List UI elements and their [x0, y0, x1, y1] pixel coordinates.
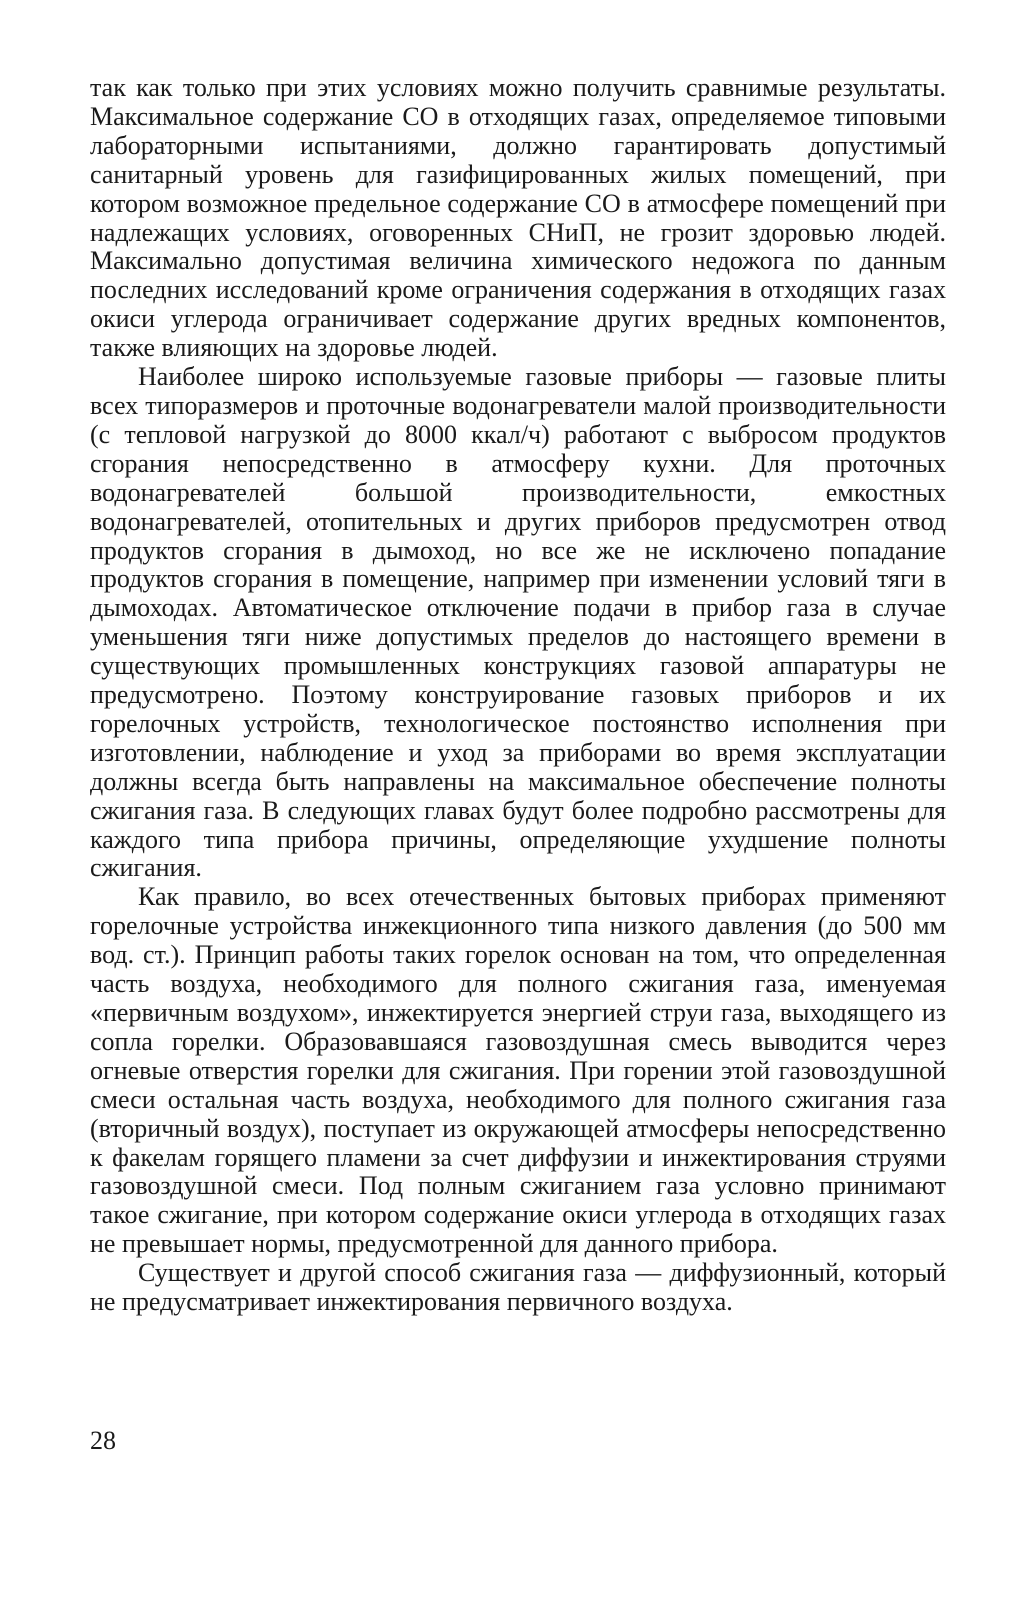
page-number: 28: [90, 1426, 116, 1455]
paragraph-4: Существует и другой способ сжигания газа — диффузионный, который не предусматривает инжектирования первичного воздуха.: [90, 1258, 946, 1317]
page-body: [90, 74, 946, 1317]
paragraph-2: Наиболее широко используемые газовые приборы — газовые плиты всех типоразмеров и проточные водонагреватели малой производительности (с тепловой нагрузкой до 8000 ккал/ч) работают с выбросом продуктов сгорания непосредственно в атмосферу кухни. Для проточных водонагревателей большой производительности, емкостных водонагревателей, отопительных и других приборов предусмотрен отвод продуктов сгорания в дымоход, но все же не исключено попадание продуктов сгорания в помещение, например при изменении условий тяги в дымоходах. Автоматическое отключение подачи в прибор газа в случае уменьшения тяги ниже допустимых пределов до настоящего времени в существующих промышленных конструкциях газовой аппаратуры не предусмотрено. Поэтому конструирование газовых приборов и их горелочных устройств, технологическое постоянство исполнения при изготовлении, наблюдение и уход за приборами во время эксплуатации должны всегда быть направлены на максимальное обеспечение полноты сжигания газа. В следующих главах будут более подробно рассмотрены для каждого типа прибора причины, определяющие ухудшение полноты сжигания.: [90, 362, 946, 883]
paragraph-1: так как только при этих условиях можно получить сравнимые результаты. Максимальное содержание СО в отходящих газах, определяемое типовыми лабораторными испытаниями, должно гарантировать допустимый санитарный уровень для газифицированных жилых помещений, при котором возможное предельное содержание СО в атмосфере помещений при надлежащих условиях, оговоренных СНиП, не грозит здоровью людей. Максимально допустимая величина химического недожога по данным последних исследований кроме ограничения содержания в отходящих газах окиси углерода ограничивает содержание других вредных компонентов, также влияющих на здоровье людей.: [90, 73, 946, 363]
paragraph-3: Как правило, во всех отечественных бытовых приборах применяют горелочные устройства инжекционного типа низкого давления (до 500 мм вод. ст.). Принцип работы таких горелок основан на том, что определенная часть воздуха, необходимого для полного сжигания газа, именуемая «первичным воздухом», инжектируется энергией струи газа, выходящего из сопла горелки. Образовавшаяся газовоздушная смесь выводится через огневые отверстия горелки для сжигания. При горении этой газовоздушной смеси остальная часть воздуха, необходимого для полного сжигания газа (вторичный воздух), поступает из окружающей атмосферы непосредственно к факелам горящего пламени за счет диффузии и инжектирования струями газовоздушной смеси. Под полным сжиганием газа условно принимают такое сжигание, при котором содержание окиси углерода в отходящих газах не превышает нормы, предусмотренной для данного прибора.: [90, 882, 946, 1259]
